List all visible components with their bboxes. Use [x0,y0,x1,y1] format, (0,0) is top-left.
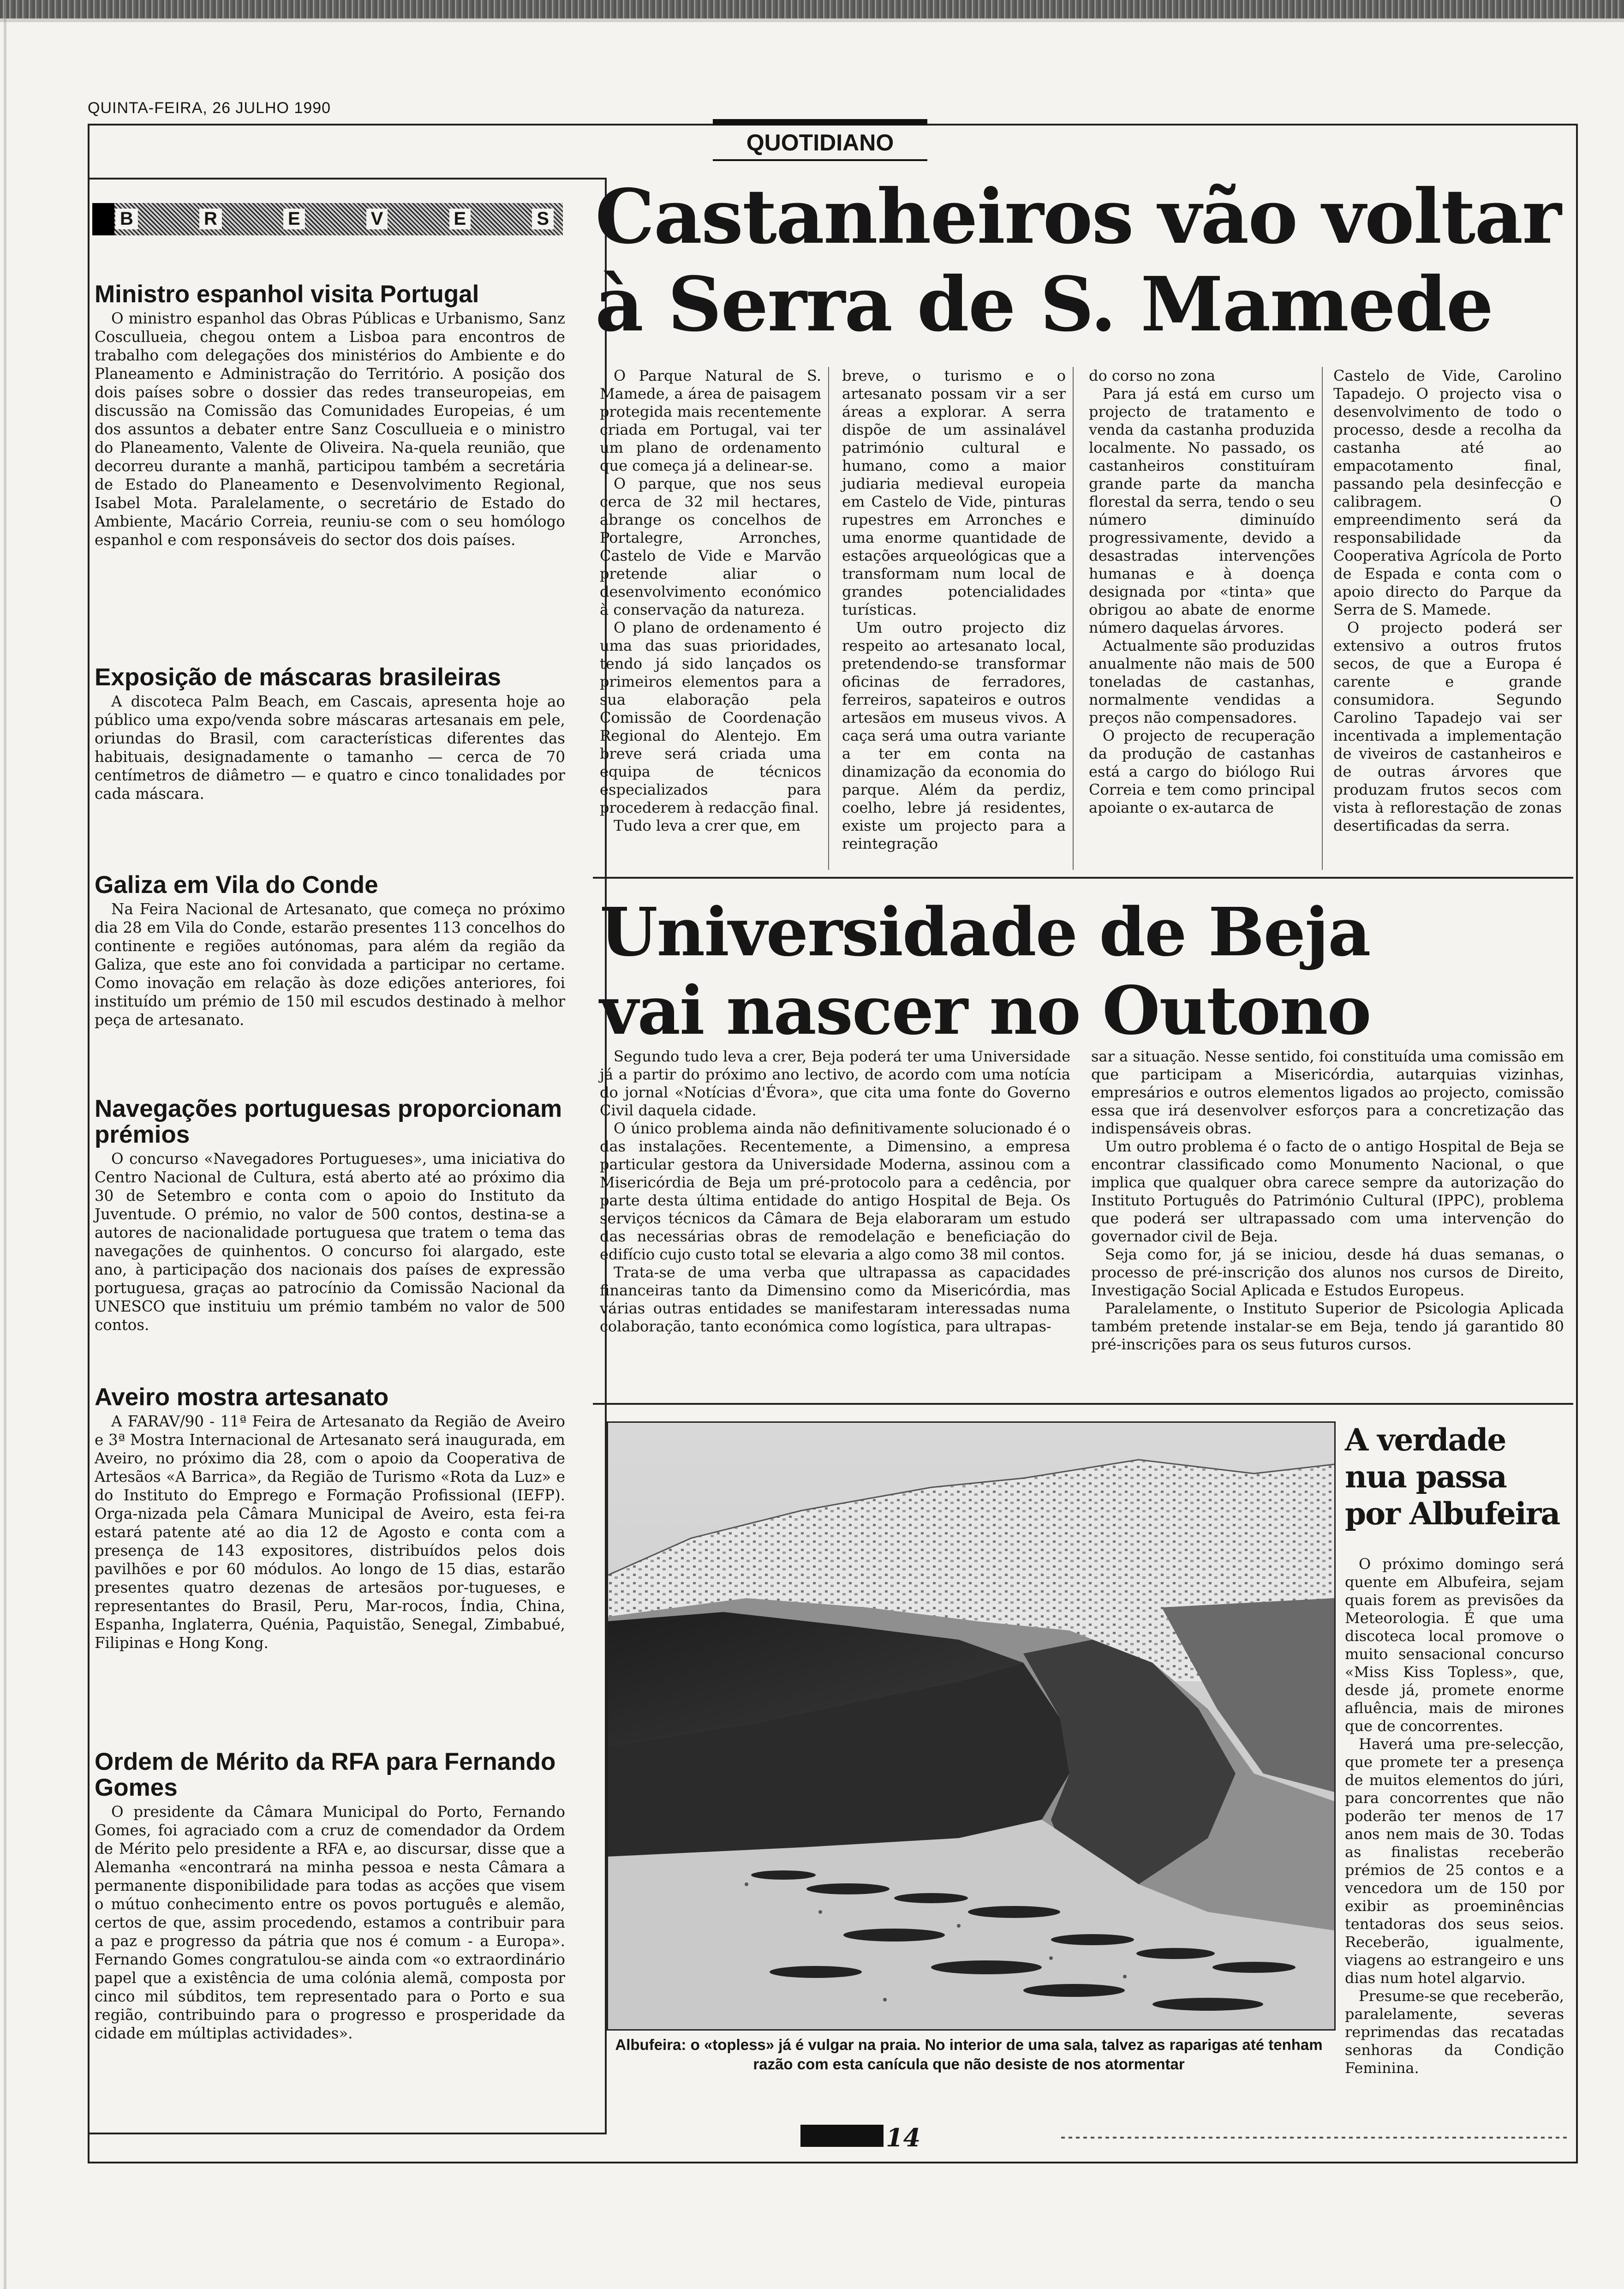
headline-line: à Serra de S. Mamede [595,261,1493,348]
column-rule [1322,367,1323,870]
paragraph: Tudo leva a crer que, em [614,817,800,834]
castanheiros-column-4 [1333,367,1562,835]
paragraph: O próximo domingo será quente em Albufeira, sejam quais forem as previsões da Meteorologia. É que uma discoteca local promove o muito sensacional concurso «Miss Kiss Topless», que, desde já, promete enorme afluência, mais de mirones que de concorrentes. [1345,1555,1564,1735]
brief-text: O concurso «Navegadores Portugueses», uma iniciativa do Centro Nacional de Cultura, está aberto até ao próximo dia 30 de Setembro e conta com o apoio do Instituto da Juventude. O prémio, no valor de 500 contos, destina-se a autores de nacionalidade portuguesa que tratem o tema das navegações de quinhentos. O concurso foi alargado, este ano, à participação dos nacionais dos países de expressão portuguesa, graças ao patrocínio da Comissão Nacional da UNESCO que instituiu um prémio também no valor de 500 contos. [95,1150,565,1334]
paragraph: Paralelamente, o Instituto Superior de Psicologia Aplicada também pretende instalar-se em Beja, tendo já garantido 80 pré-inscrições para os seus futuros cursos. [1091,1300,1564,1353]
paragraph: O projecto poderá ser extensivo a outros frutos secos, de que a Europa é carente e grande consumidora. Segundo Carolino Tapadejo vai ser incentivada a implementação de viveiros de castanheiros e de outras árvores que produzam frutos secos com vista à reflorestação de zonas desertificadas da serra. [1333,619,1562,834]
brief-text: A discoteca Palm Beach, em Cascais, apresenta hoje ao público uma expo/venda sobre máscaras artesanais em pele, oriundas do Brasil, com características diferentes das habituais, designadamente o tamanho — cerca de 70 centímetros de diâmetro — e quatro e cinco tonalidades por cada máscara. [95,693,565,803]
castanheiros-column-2 [842,367,1066,853]
beja-column-2 [1091,1048,1564,1354]
paragraph: breve, o turismo e o artesanato possam vir a ser áreas a explorar. A serra dispõe de um assinalável património cultural e humano, como a maior judiaria medieval europeia em Castelo de Vide, pinturas rupestres em Arronches e uma enorme quantidade de estações arqueológicas que a transformam num local de grandes potencialidades turísticas. [842,367,1066,618]
brief-navegacoes [95,1096,565,1334]
beja-column-1 [600,1048,1070,1336]
scan-edge-top-strip [0,18,1624,22]
paragraph: O parque, que nos seus cerca de 32 mil hectares, abrange os concelhos de Portalegre, Arronches, Castelo de Vide e Marvão pretende aliar o desenvolvimento económico à conservação da natureza. [600,475,821,618]
brief-title: Ordem de Mérito da RFA para Fernando Gomes [95,1748,556,1801]
scan-edge-left [4,0,6,2289]
photo-caption: Albufeira: o «topless» já é vulgar na praia. No interior de uma sala, talvez as raparigas até tenham razão com esta canícula que não desiste de nos atormentar [615,2036,1323,2073]
section-name: QUOTIDIANO [746,130,894,156]
paragraph: Presume-se que receberão, paralelamente, severas reprimendas das recatadas senhoras da Condição Feminina. [1345,1987,1564,2077]
breves-letter: B [115,209,138,229]
beach-photo-illustration [608,1423,1334,2029]
paragraph: Segundo tudo leva a crer, Beja poderá ter uma Universidade já a partir do próximo ano lectivo, de acordo com uma notícia do jornal «Notícias d'Évora», que cita uma fonte do Governo Civil daquela cidade. [600,1048,1070,1119]
headline-line: vai nascer no Outono [600,971,1371,1049]
albufeira-column [1345,1555,1564,2077]
breves-letter: E [283,209,305,229]
headline-line: Universidade de Beja [600,893,1370,971]
breves-letter: S [532,209,554,229]
brief-text: Na Feira Nacional de Artesanato, que começa no próximo dia 28 em Vila do Conde, estarão presentes 113 concelhos do continente e regiões autónomas, para além da região da Galiza, que este ano foi convidada a participar no certame. Como inovação em relação às doze edições anteriores, foi instituído um prémio de 150 mil escudos destinado à melhor peça de artesanato. [95,900,565,1029]
brief-fernando-gomes [95,1749,565,2043]
paragraph: O projecto de recuperação da produção de castanhas está a cargo do biólogo Rui Correia e tem como principal apoiante o ex-autarca de [1089,727,1315,816]
footer-logo-mark [800,2125,884,2147]
paragraph: O único problema ainda não definitivamente solucionado é o das instalações. Recentemente, a Dimensino, a empresa particular gestora da Universidade Moderna, assinou com a Misericórdia de Beja um pré-protocolo para a cedência, por parte desta última entidade do antigo Hospital de Beja. Os serviços técnicos da Câmara de Beja elaboraram um estudo das necessárias obras de remodelação e beneficiação do edifício cujo custo total se elevaria a algo como 38 mil contos. [600,1120,1070,1263]
breves-square-icon [92,203,114,235]
paragraph: sar a situação. Nesse sentido, foi constituída uma comissão em que participam a Misericórdia, autarquias vizinhas, empresários e outros elementos ligados ao projecto, comissão essa que irá desenvolver esforços para a concretização das indispensáveis obras. [1091,1048,1564,1137]
breves-letter: V [366,209,388,229]
albufeira-headline: A verdade nua passa por Albufeira [1345,1422,1560,1532]
paragraph: Castelo de Vide, Carolino Tapadejo. O projecto visa o desenvolvimento de todo o processo, desde a recolha da castanha até ao empacotamento final, passando pela desinfecção e calibragem. O empreendimento será da responsabilidade da Cooperativa Agrícola de Porto de Espada e conta com o apoio directo do Parque da Serra de S. Mamede. [1333,367,1562,618]
castanheiros-headline [595,173,1569,348]
brief-aveiro [95,1384,565,1652]
brief-title: Exposição de máscaras brasileiras [95,664,501,691]
brief-ministro [95,282,565,549]
page-number: 14 [886,2123,921,2152]
paragraph: do corso no zona [1089,367,1216,384]
article-divider [593,877,1573,879]
column-rule [1073,367,1074,870]
breves-letter: R [199,209,222,229]
brief-title: Navegações portuguesas proporcionam prémios [95,1095,562,1148]
scan-edge-top [0,0,1624,18]
section-bar [713,119,927,126]
paragraph: Um outro projecto diz respeito ao artesanato local, pretendendo-se transformar oficinas de ferradores, ferreiros, sapateiros e outros artesãos em museus vivos. A caça será uma outra variante a ter em conta na dinamização da economia do parque. Além da perdiz, coelho, lebre já residentes, existe um projecto para a reintegração [842,619,1066,852]
castanheiros-column-3 [1089,367,1315,817]
beja-headline [600,893,1430,1050]
paragraph: O plano de ordenamento é uma das suas prioridades, tendo já sido lançados os primeiros elementos para a sua elaboração pela Comissão de Coordenação Regional do Alentejo. Em breve será criada uma equipa de técnicos especializados para procederem à redacção final. [600,619,821,816]
paragraph: Um outro problema é o facto de o antigo Hospital de Beja se encontrar classificado como Monumento Nacional, o que implica que qualquer obra carece sempre da autorização do Instituto Português do Património Cultural (IPPC), problema que poderá ser ultrapassado com uma intervenção do governador civil de Beja. [1091,1138,1564,1245]
breves-title [115,209,554,229]
brief-title: Galiza em Vila do Conde [95,871,378,899]
paragraph: Trata-se de uma verba que ultrapassa as capacidades financeiras tanto da Dimensino como da Misericórdia, mas várias outras entidades se manifestaram interessadas numa colaboração, tanto económica como logística, para ultrapas- [600,1264,1070,1335]
brief-title: Aveiro mostra artesanato [95,1384,389,1411]
headline-line: Castanheiros vão voltar [595,173,1561,261]
article-divider [593,1403,1573,1405]
issue-date: QUINTA-FEIRA, 26 JULHO 1990 [88,99,331,117]
albufeira-beach-photo [607,1421,1336,2031]
paragraph: Haverá uma pre-selecção, que promete ter a presença de muitos elementos do júri, para concorrentes que não poderão ter menos de 17 anos nem mais de 30. Todas as finalistas receberão prémios de 25 contos e a vencedora um de 150 por exibir as proeminências tentadoras dos seus seios. Receberão, igualmente, viagens ao estrangeiro e uns dias num hotel algarvio. [1345,1735,1564,1987]
brief-text: O presidente da Câmara Municipal do Porto, Fernando Gomes, foi agraciado com a cruz de comendador da Ordem de Mérito pelo presidente a RFA e, ao discursar, disse que a Alemanha «encontrará na minha pessoa e nesta Câmara a permanente disponibilidade para todas as acções que visem o mútuo conhecimento entre os povos português e alemão, certos de que, assim procedendo, estamos a contribuir para a paz e progresso da pátria que nos é comum - a Europa». Fernando Gomes congratulou-se ainda com «o extraordinário papel que a existência de uma colónia alemã, composta por cinco mil súbditos, tem representado para o Porto e sua região, contribuindo para o progresso e prosperidade da cidade em múltiplas actividades». [95,1803,565,2042]
paragraph: Para já está em curso um projecto de tratamento e venda da castanha produzida localmente. No passado, os castanheiros constituíram grande parte da mancha florestal da serra, tendo o seu número diminuído progressivamente, devido a desastradas intervenções humanas e à doença designada por «tinta» que obrigou ao abate de enorme número daquelas árvores. [1089,385,1315,636]
breves-letter: E [449,209,471,229]
castanheiros-column-1 [600,367,821,835]
brief-mascaras [95,665,565,803]
brief-title: Ministro espanhol visita Portugal [95,281,479,308]
section-rule [713,159,927,161]
paragraph: Seja como for, já se iniciou, desde há duas semanas, o processo de pré-inscrição dos alunos nos cursos de Direito, Investigação Social Aplicada e Estudos Europeus. [1091,1246,1564,1299]
footer-dotted-rule [1061,2137,1569,2139]
brief-text: A FARAV/90 - 11ª Feira de Artesanato da Região de Aveiro e 3ª Mostra Internacional de Artesanato será inaugurada, em Aveiro, no próximo dia 28, com o apoio da Cooperativa de Artesãos «A Barrica», da Região de Turismo «Rota da Luz» e do Instituto do Emprego e Formação Profissional (IEFP). Orga-nizada pela Câmara Municipal de Aveiro, esta fei-ra estará patente até ao dia 12 de Agosto e conta com a presença de 143 expositores, distribuídos pelos dois pavilhões e por 60 módulos. Ao longo de 15 dias, estarão presentes quatro dezenas de artesãos por-tugueses, e representantes do Brasil, Peru, Mar-rocos, Índia, China, Espanha, Inglaterra, Quénia, Paquistão, Senegal, Zimbabué, Filipinas e Hong Kong. [95,1413,565,1652]
column-rule [828,367,829,870]
paragraph: O Parque Natural de S. Mamede, a área de paisagem protegida mais recentemente criada em Portugal, vai ter um plano de ordenamento que começa já a delinear-se. [600,367,821,474]
brief-galiza [95,872,565,1029]
paragraph: Actualmente são produzidas anualmente não mais de 500 toneladas de castanhas, normalmente vendidas a preços não compensadores. [1089,637,1315,726]
brief-text: O ministro espanhol das Obras Públicas e Urbanismo, Sanz Coscullueia, chegou ontem a Lisboa para encontros de trabalho com delegações dos ministérios do Ambiente e do Planeamento e Administração do Território. A posição dos dois países sobre o dossier das redes transeuropeias, em discussão na Comissão das Comunidades Europeias, é um dos assuntos a debater entre Sanz Coscullueia e o ministro do Planeamento, Valente de Oliveira. Na-quela reunião, que decorreu durante a manhã, participou também a secretária de Estado do Planeamento e Desenvolvimento Regional, Isabel Mota. Paralelamente, o secretário de Estado do Ambiente, Macário Correia, reuniu-se com o seu homólogo espanhol e com responsáveis do sector dos dois países. [95,310,565,549]
